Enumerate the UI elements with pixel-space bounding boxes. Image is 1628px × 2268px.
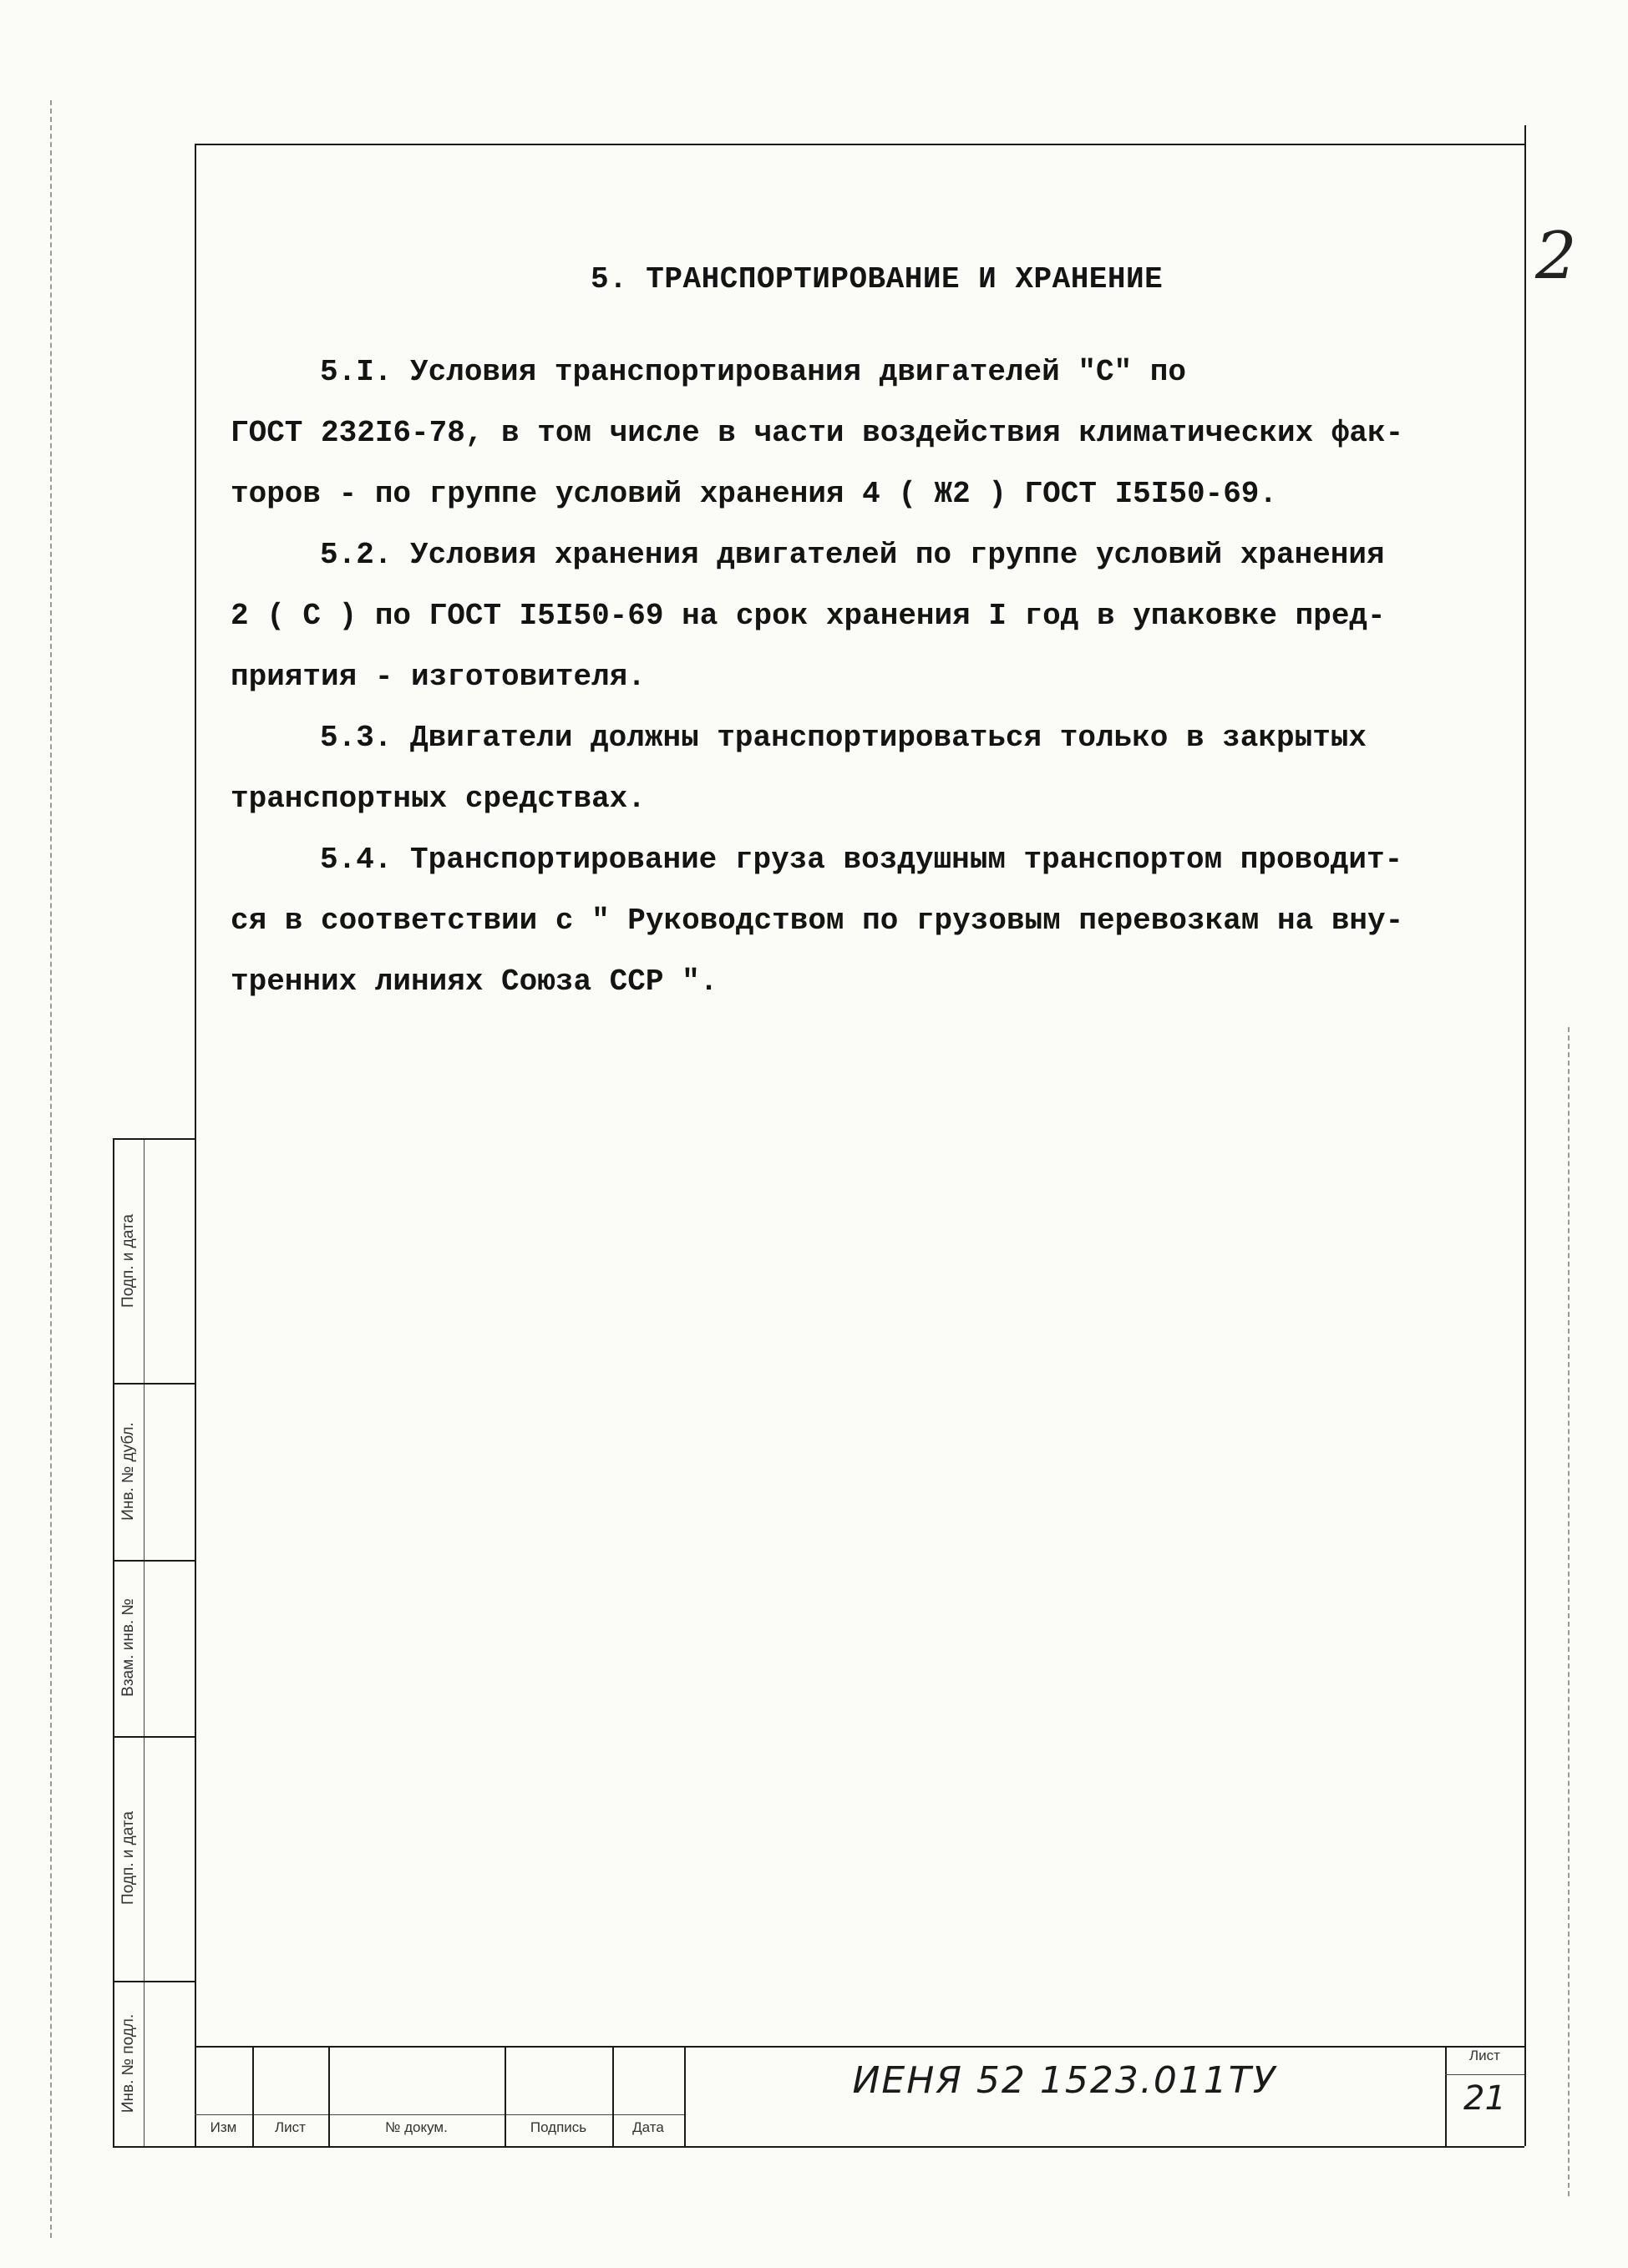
handwritten-page-number: 2 — [1535, 219, 1577, 294]
paragraph-5-2-line: приятия - изготовителя. — [231, 660, 646, 694]
paragraph-5-1-line: 5.I. Условия транспортирования двигателей "С" по — [320, 355, 1186, 389]
frame-right — [1524, 125, 1526, 2146]
label-doc-number: № докум. — [385, 2119, 448, 2135]
paragraph-5-4-line: 5.4. Транспортирование груза воздушным транспортом проводит- — [320, 843, 1403, 877]
frame-left — [195, 144, 196, 2146]
side-stamp-sep — [113, 1560, 195, 1562]
title-block-label-row — [195, 2114, 684, 2115]
stamp-label-text: Инв. № подл. — [119, 2013, 137, 2114]
sheet-cell-divider — [1445, 2074, 1524, 2075]
stamp-label-text: Подп. и дата — [119, 1811, 137, 1905]
side-stamp-top — [113, 1138, 195, 1140]
sheet-label: Лист — [1469, 2048, 1500, 2063]
paragraph-5-1-line: торов - по группе условий хранения 4 ( Ж2 ) ГОСТ I5I50-69. — [231, 477, 1278, 511]
paragraph-5-1-line: ГОСТ 232I6-78, в том числе в части воздействия климатических фак- — [231, 416, 1404, 450]
side-stamp-sep — [113, 1981, 195, 1982]
title-block-top — [195, 2046, 1524, 2048]
side-stamp-sep — [113, 1736, 195, 1738]
paragraph-5-3-line: транспортных средствах. — [231, 782, 646, 816]
paragraph-5-3-line: 5.3. Двигатели должны транспортироваться только в закрытых — [320, 721, 1367, 755]
label-sheet: Лист — [275, 2119, 306, 2135]
side-stamp-outer-left — [113, 1138, 114, 2146]
scan-edge-mark-right — [1568, 1027, 1570, 2196]
section-body — [231, 342, 1500, 1012]
frame-top — [195, 144, 1524, 145]
paragraph-5-4-line: ся в соответствии с " Руководством по грузовым перевозкам на вну- — [231, 904, 1404, 938]
stamp-label-text: Инв. № дубл. — [119, 1422, 137, 1521]
side-stamp-sep — [113, 1383, 195, 1385]
frame-bottom — [113, 2146, 1524, 2148]
document-designation: ИЕНЯ 52 1523.011ТУ — [852, 2059, 1277, 2102]
label-signature: Подпись — [530, 2119, 587, 2135]
sheet-number: 21 — [1463, 2079, 1506, 2118]
stamp-label-text: Подп. и дата — [119, 1214, 137, 1308]
label-change: Изм — [210, 2119, 237, 2135]
paragraph-5-4-line: тренних линиях Союза ССР ". — [231, 964, 718, 999]
side-stamp-divider — [144, 1138, 145, 2146]
paragraph-5-2-line: 2 ( С ) по ГОСТ I5I50-69 на срок хранения I год в упаковке пред- — [231, 599, 1386, 633]
scan-edge-mark-left — [50, 100, 52, 2238]
section-title: 5. ТРАНСПОРТИРОВАНИЕ И ХРАНЕНИЕ — [591, 262, 1164, 296]
paragraph-5-2-line: 5.2. Условия хранения двигателей по группе условий хранения — [320, 538, 1385, 572]
label-date: Дата — [632, 2119, 664, 2135]
stamp-label-text: Взам. инв. № — [119, 1598, 137, 1697]
